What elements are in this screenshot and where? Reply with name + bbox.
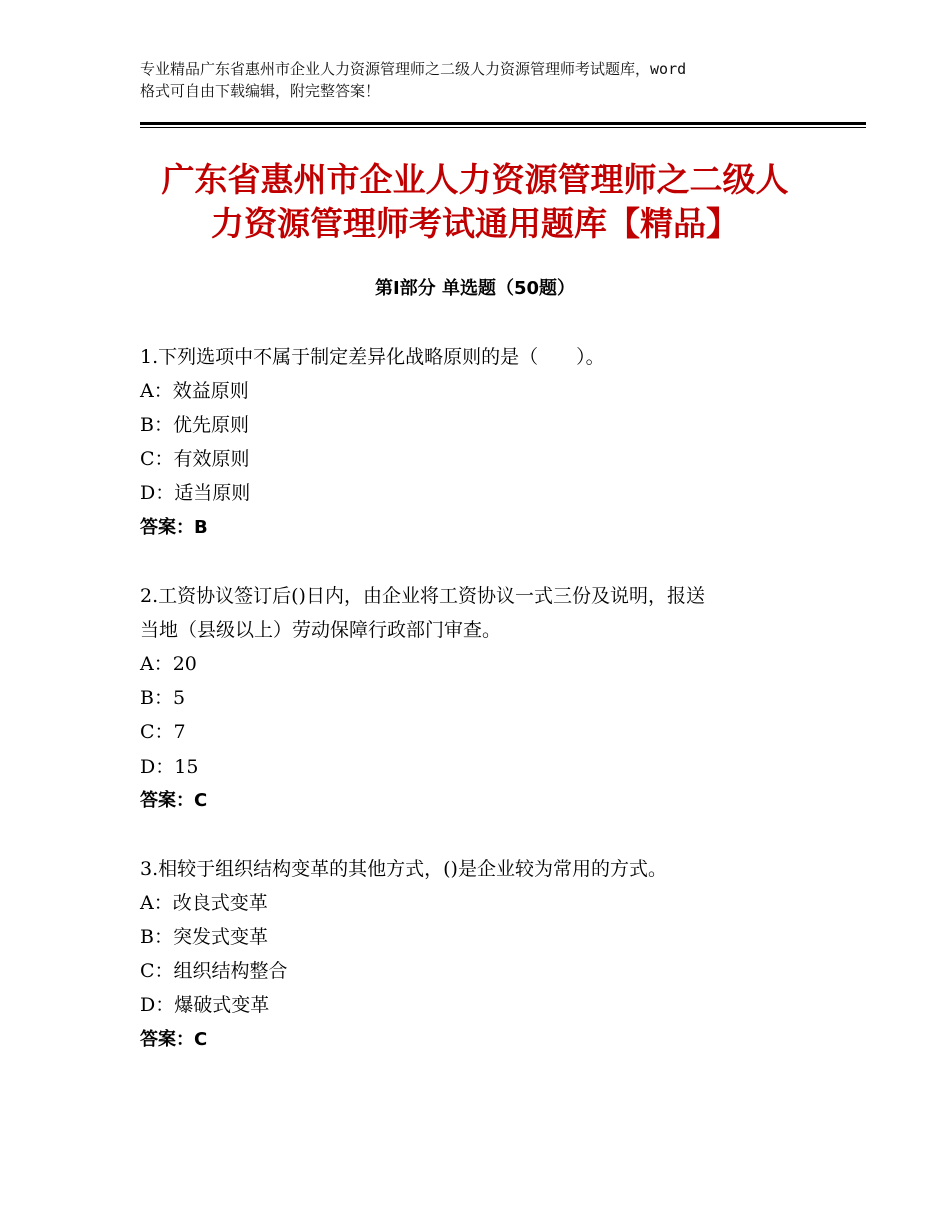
document-title bbox=[100, 158, 850, 246]
header-rule-thick bbox=[140, 122, 866, 125]
header-note-line: 格式可自由下载编辑，附完整答案！ bbox=[140, 82, 381, 100]
answer-line: 答案：B bbox=[140, 517, 208, 538]
answer-line: 答案：C bbox=[140, 1029, 208, 1050]
option-c: C：组织结构整合 bbox=[140, 960, 288, 982]
option-a: A：20 bbox=[140, 653, 197, 675]
option-c: C：7 bbox=[140, 721, 186, 743]
option-d: D：适当原则 bbox=[140, 482, 251, 504]
question-stem-continued: 当地（县级以上）劳动保障行政部门审查。 bbox=[140, 619, 502, 641]
option-a: A：改良式变革 bbox=[140, 892, 268, 914]
option-d: D：爆破式变革 bbox=[140, 994, 270, 1016]
question-stem: 3.相较于组织结构变革的其他方式，()是企业较为常用的方式。 bbox=[140, 858, 667, 880]
answer-line: 答案：C bbox=[140, 790, 208, 811]
option-b: B：突发式变革 bbox=[140, 926, 268, 948]
document-title-line: 力资源管理师考试通用题库【精品】 bbox=[211, 204, 739, 243]
question-stem: 2.工资协议签订后()日内，由企业将工资协议一式三份及说明，报送 bbox=[140, 585, 705, 607]
header-note-line: 专业精品广东省惠州市企业人力资源管理师之二级人力资源管理师考试题库，word bbox=[140, 60, 687, 78]
header-note bbox=[140, 58, 830, 102]
document-title-line: 广东省惠州市企业人力资源管理师之二级人 bbox=[161, 160, 789, 199]
option-d: D：15 bbox=[140, 756, 199, 778]
option-b: B：优先原则 bbox=[140, 414, 249, 436]
header-rule-thin bbox=[140, 127, 866, 128]
option-c: C：有效原则 bbox=[140, 448, 250, 470]
section-heading: 第Ⅰ部分 单选题（50题） bbox=[374, 278, 575, 299]
question-stem: 1.下列选项中不属于制定差异化战略原则的是（ ）。 bbox=[140, 346, 605, 368]
option-b: B：5 bbox=[140, 687, 186, 709]
option-a: A：效益原则 bbox=[140, 380, 249, 402]
